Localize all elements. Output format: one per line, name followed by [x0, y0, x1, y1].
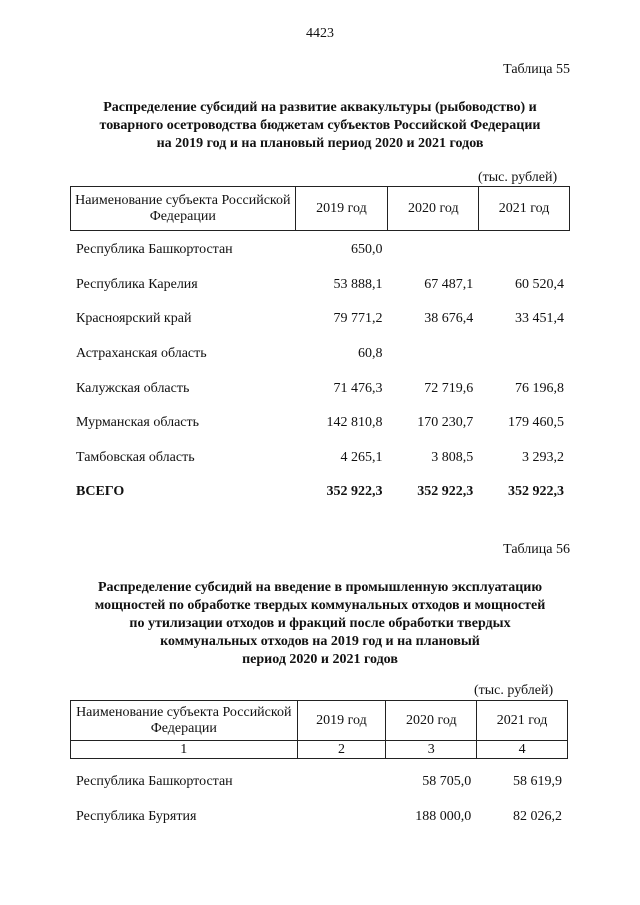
table-56-title-line: по утилизации отходов и фракций после обработки твердых [129, 616, 511, 631]
table-55-label: Таблица 55 [503, 62, 570, 77]
header-name: Наименование субъекта Российской Федерации [71, 701, 298, 741]
region-name: Тамбовская область [76, 449, 195, 465]
region-name: Республика Башкортостан [76, 242, 233, 258]
value-2019 [298, 800, 387, 835]
value-2021: 33 451,4 [515, 311, 564, 327]
table-row [76, 233, 570, 268]
header-2019: 2019 год [297, 701, 386, 741]
column-number: 3 [386, 741, 477, 759]
page-number: 4423 [306, 26, 334, 41]
column-number: 1 [71, 741, 298, 759]
value-2021: 82 026,2 [513, 808, 562, 824]
table-56-header [70, 700, 568, 759]
value-2020: 72 719,6 [424, 380, 474, 396]
value-2021 [479, 233, 570, 268]
table-56-title-line: Распределение субсидий на введение в промышленную эксплуатацию [97, 580, 543, 595]
value-2021 [479, 337, 570, 372]
header-name: Наименование субъекта Российской Федерации [71, 187, 296, 231]
table-row [76, 800, 568, 835]
table-55-title-line: товарного осетроводства бюджетам субъектов Российской Федерации [99, 118, 541, 133]
value-2021: 58 619,9 [513, 774, 562, 790]
table-row [76, 765, 568, 800]
table-row [76, 337, 570, 372]
value-2020: 38 676,4 [424, 311, 474, 327]
table-row [76, 441, 570, 476]
value-2020: 3 808,5 [431, 449, 474, 465]
total-row [76, 475, 570, 510]
region-name: Калужская область [76, 380, 190, 396]
region-name: Астраханская область [76, 346, 207, 362]
header-2020: 2020 год [388, 187, 479, 231]
table-row [76, 406, 570, 441]
table-row [76, 371, 570, 406]
value-2020: 67 487,1 [424, 276, 474, 292]
value-2021: 3 293,2 [522, 449, 564, 465]
table-56-title [60, 579, 580, 669]
table-row [76, 268, 570, 303]
total-2021: 352 922,3 [508, 484, 564, 500]
column-number: 4 [477, 741, 568, 759]
total-2020: 352 922,3 [417, 484, 474, 500]
total-label: ВСЕГО [76, 484, 125, 500]
header-2021: 2021 год [479, 187, 570, 231]
value-2020 [389, 337, 480, 372]
table-row [76, 302, 570, 337]
value-2019: 142 810,8 [326, 415, 383, 431]
table-56-title-line: период 2020 и 2021 годов [242, 652, 398, 667]
region-name: Республика Карелия [76, 276, 198, 292]
value-2019: 53 888,1 [333, 276, 383, 292]
region-name: Красноярский край [76, 311, 192, 327]
region-name: Республика Бурятия [76, 808, 197, 824]
table-55-title [60, 99, 580, 153]
table-56-title-line: мощностей по обработке твердых коммунальных отходов и мощностей [94, 598, 546, 613]
value-2020: 58 705,0 [422, 774, 472, 790]
value-2019: 71 476,3 [333, 380, 383, 396]
table-56-body [76, 765, 568, 834]
value-2019: 4 265,1 [340, 449, 383, 465]
column-number: 2 [297, 741, 386, 759]
value-2019: 79 771,2 [333, 311, 383, 327]
value-2021: 76 196,8 [515, 380, 564, 396]
table-55-title-line: на 2019 год и на плановый период 2020 и 2021 годов [156, 136, 484, 151]
table-56-units: (тыс. рублей) [474, 683, 554, 698]
table-56-title-line: коммунальных отходов на 2019 год и на плановый [160, 634, 480, 649]
region-name: Республика Башкортостан [76, 774, 233, 790]
total-2019: 352 922,3 [326, 484, 383, 500]
value-2019: 60,8 [358, 346, 383, 362]
value-2019: 650,0 [351, 242, 383, 258]
table-55-header [70, 186, 570, 231]
value-2021: 179 460,5 [508, 415, 564, 431]
value-2019 [298, 765, 387, 800]
region-name: Мурманская область [76, 415, 200, 431]
value-2020: 188 000,0 [415, 808, 472, 824]
header-2020: 2020 год [386, 701, 477, 741]
value-2020: 170 230,7 [417, 415, 474, 431]
table-56-label: Таблица 56 [503, 542, 570, 557]
header-2019: 2019 год [295, 187, 388, 231]
header-2021: 2021 год [477, 701, 568, 741]
value-2021: 60 520,4 [515, 276, 564, 292]
value-2020 [389, 233, 480, 268]
table-55-body [76, 233, 570, 510]
table-55-units: (тыс. рублей) [478, 170, 558, 185]
table-55-title-line: Распределение субсидий на развитие аквакультуры (рыбоводство) и [103, 100, 537, 115]
